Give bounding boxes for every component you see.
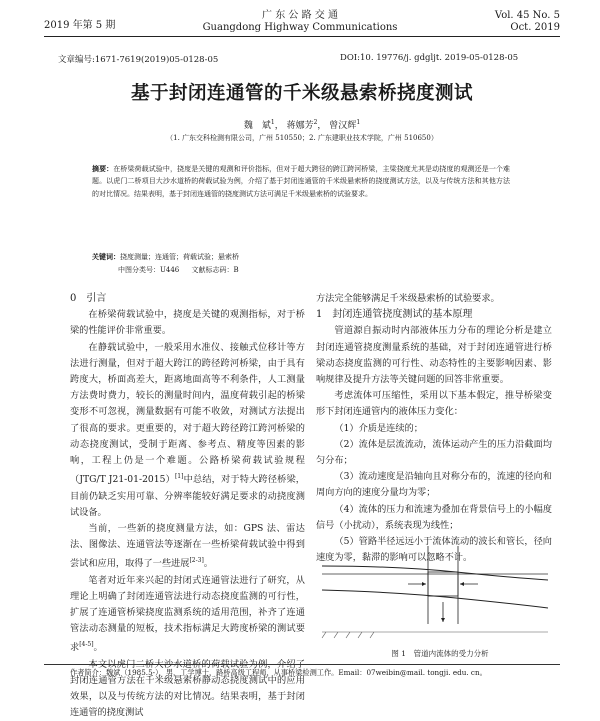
doi: DOI:10. 19776/j. gdgljt. 2019-05-0128-05 — [340, 53, 519, 63]
classification — [118, 265, 249, 275]
arrow-head-icon — [422, 582, 426, 586]
paragraph: 本文以虎门二桥大沙水道桥的荷载试验为例，介绍了封闭连通管方法在千米级悬索桥静动态挠度测试中的应用效果，以及与传统方法的对比情况。结果表明，基于封闭连通管的挠度测试 — [70, 658, 305, 719]
citation: [2-3] — [189, 557, 204, 565]
keywords-label: 关键词： — [92, 253, 120, 261]
paragraph: 方法完全能够满足千米级悬索桥的试验要求。 — [316, 293, 500, 304]
author-bio-footnote: 作者简介：魏斌（1985.5-），男，工学博士，路桥高级工程师，从事桥梁检测工作。Email：07weibin@mail. tongji. edu. cn。 — [70, 668, 487, 677]
author-2: 蒋娜芳$^2$ — [286, 119, 318, 131]
footnote-rule — [44, 664, 560, 665]
section-heading-principle: 1 封闭连通管挠度测试的基本原理 — [316, 309, 473, 321]
paragraph: 在桥梁荷载试验中，挠度是关键的观测指标，对于桥梁的性能评价非常重要。 — [70, 309, 305, 337]
paragraph: 当前，一些新的挠度测量方法，如：GPS 法、雷达法、图像法、连通管法等逐渐在一些桥梁荷载试验中得到尝试和应用，取得了一些进展[2-3]。 — [70, 522, 305, 570]
arrow-head-icon — [441, 618, 445, 622]
assumption-item: （4）流体的压力和流速为叠加在背景信号上的小幅度信号（小扰动），系统表现为线性； — [316, 503, 552, 531]
figure-caption: 图 1 管道内流体的受力分析 — [391, 649, 489, 658]
assumption-item: （3）流动速度是沿轴向且对称分布的，流速的径向和周向方向的速度分量均为零； — [316, 471, 552, 499]
author-3: 曾汉辉$^1$ — [329, 119, 361, 131]
pipe-force-figure — [316, 532, 552, 640]
paragraph: 考虑流体可压缩性，采用以下基本假定，推导桥梁变形下封闭连通管内的液体压力变化： — [316, 390, 552, 418]
abstract-text: 在桥梁荷载试验中，挠度是关键的观测和评价指标，但对于超大跨径的跨江跨河桥梁，主梁挠度尤其是动挠度的观测还是一个难题。以虎门二桥项目大沙水道桥的荷载试验为例，介绍了基于封闭连通管的千米级悬索桥的挠度测试方法，以及与传统方法和其他方法的对比情况。结果表明，基于封闭连通管的挠度测试方法可满足千米级悬索桥的试验要求。 — [92, 165, 511, 198]
journal-issue: 2019 年第 5 期 — [44, 20, 116, 31]
author-1: 魏 斌$^1$ — [243, 119, 275, 131]
paragraph: 笔者对近年来兴起的封闭式连通管法进行了研究，从理论上明确了封闭连通管法进行动态挠度监测的可行性，扩展了连通管桥梁挠度监测系统的适用范围，补齐了连通管法动态测量的短板，技术指标满足大跨度桥梁的测试要求[4-5]。 — [70, 574, 305, 654]
fluid-element — [428, 572, 458, 596]
ground-hatch — [322, 632, 548, 638]
author-list: 魏 斌$^1$， 蒋娜芳$^2$， 曾汉辉$^1$ — [243, 119, 361, 131]
assumption-item: （5）管路半径远远小于流体流动的波长和管长，径向速度为零，黏滞的影响可以忽略不计。 — [316, 536, 552, 564]
journal-name — [180, 10, 420, 34]
abstract-label: 摘要： — [92, 165, 114, 173]
affiliations: （1. 广东交科检测有限公司，广州 510550；2. 广东建职业技术学院，广州 510650） — [166, 134, 438, 142]
assumption-item: （2）流体是层流流动，流体运动产生的压力沿截面均匀分布； — [316, 438, 552, 467]
citation: [1] — [174, 473, 184, 481]
article-number: 文章编号:1671-7619(2019)05-0128-05 — [58, 55, 219, 65]
abstract — [92, 163, 510, 200]
citation: [4-5] — [79, 641, 94, 649]
paragraph: 在静载试验中，一般采用水准仪、接触式位移计等方法进行测量，但对于超大跨江的跨径跨河桥梁，由于具有跨度大，桥面高差大，距离地面高等不利条件，人工测量方法费时费力，较长的测量时间内，温度荷载引起的桥梁变形不可忽视，测量数据有可能不收敛，对测试方法提出了很高的要求。更重要的，对于超大跨径跨江跨河桥梁的动态挠度测试，受制于距离、参考点、精度等因素的影响，工程上仍是一个难题。公路桥梁荷载试验规程（JTG/T J21-01-2015）[1]中总结，对于特大跨径桥梁，目前仍缺乏实用可靠、分辨率能较好满足要求的动挠度测试设备。 — [70, 341, 305, 518]
journal-name-cn: 广 东 公 路 交 通 — [262, 10, 338, 21]
document-code: 文献标志码：B — [191, 266, 239, 274]
paragraph: 管道源自振动时内部液体压力分布的理论分析是建立封闭连通管挠度测量系统的基础，对于封闭连通管进行桥梁动态挠度监测的可行性、动态特性的主要影响因素、影响规律及提升方法等关键问题的回答非常重要。 — [316, 325, 552, 386]
assumption-item: （1）介质是连续的； — [334, 422, 423, 434]
clc-number: 中图分类号：U446 — [118, 266, 180, 274]
journal-name-en: Guangdong Highway Communications — [202, 22, 398, 33]
keywords — [92, 252, 510, 262]
header-rule — [44, 36, 560, 37]
pipe-lower-wall — [322, 590, 548, 608]
volume-number: Vol. 45 No. 5 — [494, 10, 560, 21]
right-column — [316, 291, 552, 566]
issue-date: Oct. 2019 — [510, 22, 560, 33]
section-heading-intro: 0 引言 — [70, 293, 107, 304]
volume-info — [470, 10, 560, 34]
paper-title: 基于封闭连通管的千米级悬索桥挠度测试 — [130, 83, 473, 104]
keywords-text: 挠度测量；连通管；荷载试验；悬索桥 — [120, 253, 239, 261]
arrow-head-icon — [460, 582, 464, 586]
left-column — [70, 291, 305, 721]
pipe-upper-wall — [322, 566, 548, 580]
